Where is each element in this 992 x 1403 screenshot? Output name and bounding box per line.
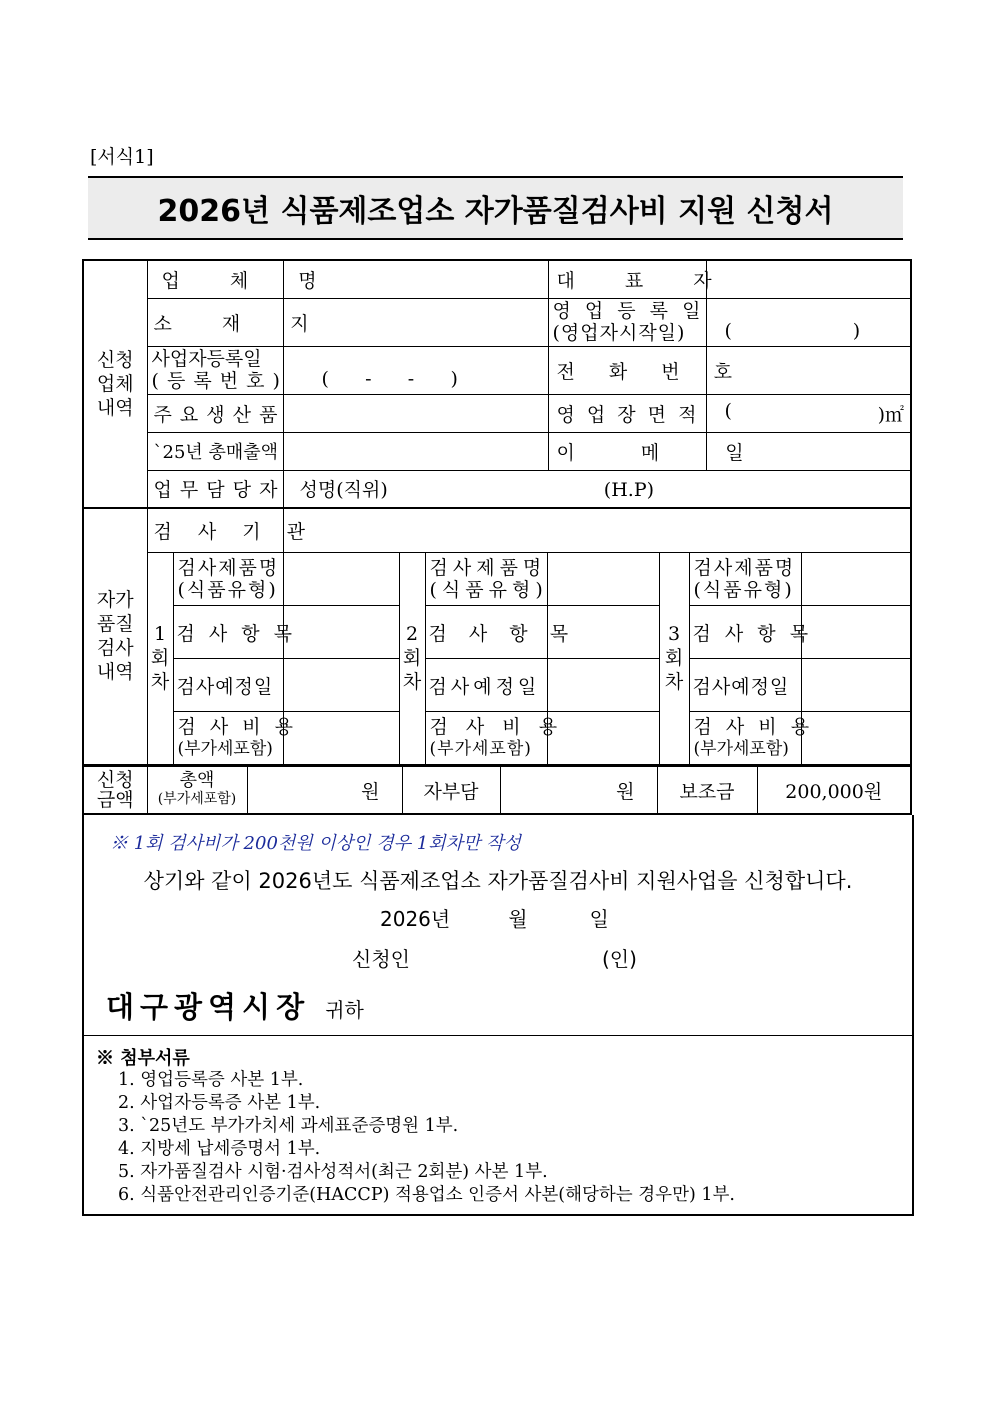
label-business-area: 영 업 장 면 적 — [548, 394, 706, 432]
product-2-field[interactable] — [547, 553, 659, 606]
inspection-table — [82, 508, 912, 766]
label-product-2: 검사제품명 (식품유형) — [425, 553, 547, 606]
label-items-3: 검 사 항 목 — [689, 606, 801, 659]
label-main-product: 주 요 생 산 품 — [147, 394, 283, 432]
round-3-label: 3 회 차 — [659, 553, 689, 765]
cost-3-field[interactable] — [801, 712, 911, 765]
label-representative: 대 표 자 — [548, 260, 706, 298]
label-company-name: 업 체 명 — [147, 260, 283, 298]
label-business-number: 사업자등록일 ( 등 록 번 호 ) — [147, 346, 283, 394]
main-product-field[interactable] — [283, 394, 548, 432]
label-date-3: 검사예정일 — [689, 659, 801, 712]
label-cost-1: 검 사 비 용 (부가세포함) — [173, 712, 283, 765]
form-number-label: [서식1] — [90, 146, 154, 168]
self-pay-field[interactable]: 원 — [500, 766, 657, 814]
manager-name-label: 성명(직위) — [299, 479, 388, 502]
addressee: 대구광역시장 귀하 — [106, 990, 364, 1024]
section-amount-header: 신청 금액 — [83, 766, 147, 814]
manager-field[interactable] — [283, 470, 911, 508]
label-phone: 전 화 번 호 — [548, 346, 706, 394]
date-line: 2026년 월 일 — [380, 907, 609, 931]
inspection-agency-field[interactable] — [283, 509, 911, 553]
note-text: ※ 1회 검사비가 200천원 이상인 경우 1회차만 작성 — [110, 833, 521, 854]
label-annual-sales: `25년 총매출액 — [147, 432, 283, 470]
round-1-label: 1 회 차 — [147, 553, 173, 765]
total-field[interactable]: 원 — [247, 766, 402, 814]
attachments-header: ※ 첨부서류 — [96, 1048, 190, 1069]
label-items-1: 검 사 항 목 — [173, 606, 283, 659]
label-cost-3: 검 사 비 용 (부가세포함) — [689, 712, 801, 765]
section-inspection-header: 자가 품질 검사 내역 — [83, 509, 147, 765]
items-3-field[interactable] — [801, 606, 911, 659]
product-3-field[interactable] — [801, 553, 911, 606]
representative-field[interactable] — [706, 260, 911, 298]
attachment-item: 5. 자가품질검사 시험·검사성적서(최근 2회분) 사본 1부. — [118, 1162, 548, 1182]
attachment-item: 3. `25년도 부가가치세 과세표준증명원 1부. — [118, 1116, 459, 1136]
items-1-field[interactable] — [283, 606, 399, 659]
label-date-2: 검사예정일 — [425, 659, 547, 712]
attachments-section — [82, 1035, 914, 1216]
cost-2-field[interactable] — [547, 712, 659, 765]
label-inspection-agency: 검 사 기 관 — [147, 509, 283, 553]
label-product-1: 검사제품명 (식품유형) — [173, 553, 283, 606]
label-total: 총액 (부가세포함) — [147, 766, 247, 814]
attachment-item: 4. 지방세 납세증명서 1부. — [118, 1139, 321, 1159]
product-1-field[interactable] — [283, 553, 399, 606]
label-cost-2: 검 사 비 용 (부가세포함) — [425, 712, 547, 765]
round-2-label: 2 회 차 — [399, 553, 425, 765]
label-business-reg-date: 영 업 등 록 일 (영업자시작일) — [548, 298, 706, 346]
attachment-item: 2. 사업자등록증 사본 1부. — [118, 1093, 321, 1113]
label-items-2: 검 사 항 목 — [425, 606, 547, 659]
manager-hp-label: (H.P) — [603, 479, 655, 502]
business-number-field[interactable]: ( - - ) — [283, 346, 548, 394]
company-info-table — [82, 259, 912, 509]
label-self-pay: 자부담 — [402, 766, 500, 814]
statement-area — [82, 815, 914, 1036]
amount-table — [82, 765, 912, 815]
business-area-field[interactable]: ( )㎡ — [706, 394, 911, 432]
label-manager: 업 무 담 당 자 — [147, 470, 283, 508]
attachment-item: 6. 식품안전관리인증기준(HACCP) 적용업소 인증서 사본(해당하는 경우만) 1부. — [118, 1185, 735, 1205]
date-3-field[interactable] — [801, 659, 911, 712]
annual-sales-field[interactable] — [283, 432, 548, 470]
section-company-header: 신청 업체 내역 — [83, 260, 147, 508]
date-1-field[interactable] — [283, 659, 399, 712]
label-date-1: 검사예정일 — [173, 659, 283, 712]
statement-text: 상기와 같이 2026년도 식품제조업소 자가품질검사비 지원사업을 신청합니다. — [143, 869, 853, 893]
subsidy-value: 200,000원 — [757, 766, 911, 814]
label-subsidy: 보조금 — [657, 766, 757, 814]
cost-1-field[interactable] — [283, 712, 399, 765]
attachment-item: 1. 영업등록증 사본 1부. — [118, 1070, 304, 1090]
date-2-field[interactable] — [547, 659, 659, 712]
signature-seal[interactable]: (인) — [601, 947, 637, 971]
attachments-list — [118, 1069, 735, 1207]
document-title: 2026년 식품제조업소 자가품질검사비 지원 신청서 — [88, 176, 903, 240]
label-email: 이 메 일 — [548, 432, 706, 470]
business-reg-date-field[interactable]: ( ) — [706, 298, 911, 346]
label-product-3: 검사제품명 (식품유형) — [689, 553, 801, 606]
label-location: 소 재 지 — [147, 298, 283, 346]
applicant-line: 신청인 (인) — [352, 947, 637, 971]
